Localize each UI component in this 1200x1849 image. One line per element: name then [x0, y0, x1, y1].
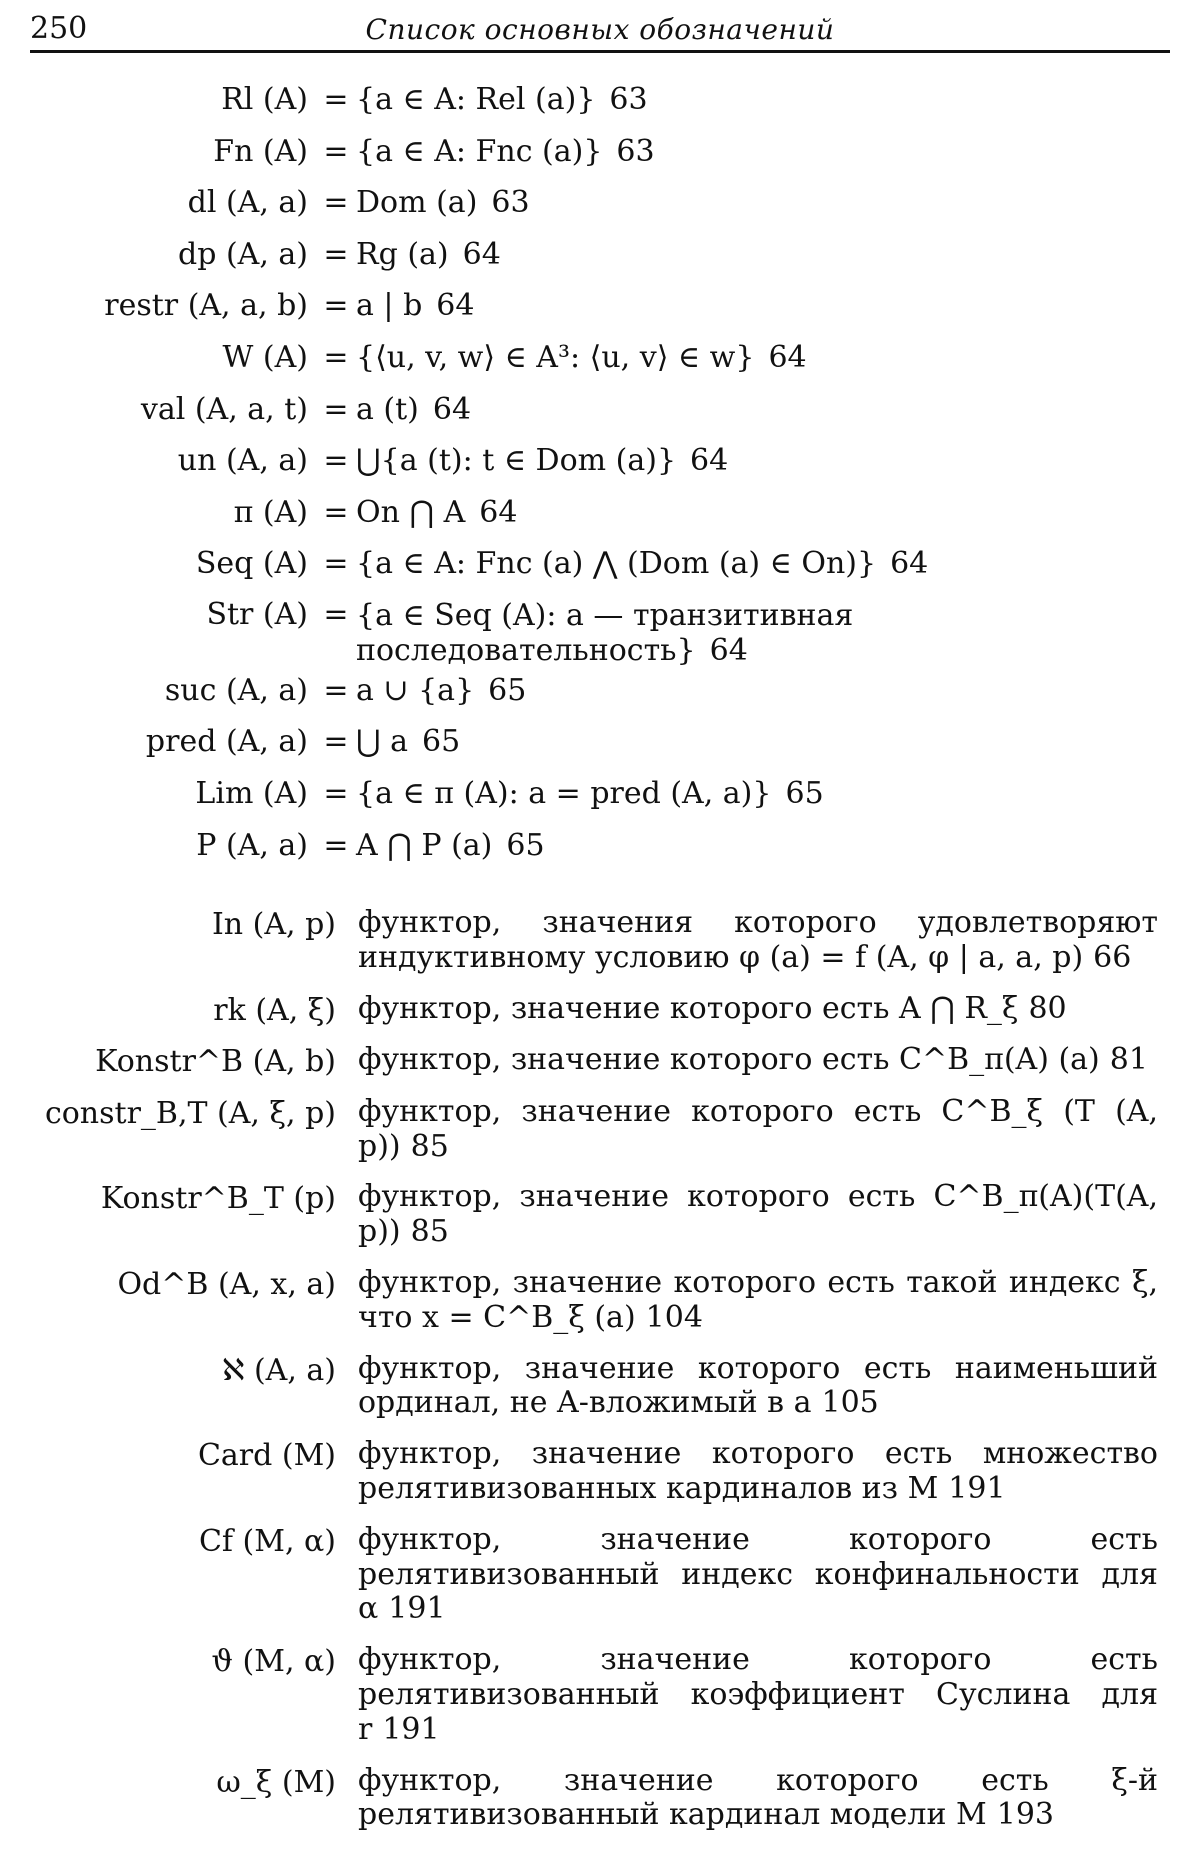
page-number: 250 — [30, 11, 88, 46]
definition-symbol: π (A) — [233, 494, 308, 530]
page-reference: 64 — [432, 391, 472, 427]
page-reference: 191 — [382, 1711, 440, 1747]
expression-text: a | b — [356, 288, 423, 324]
functor-row — [0, 992, 1200, 1028]
description-text: функтор, значение которого есть наименьший ординал, не A-вложимый в a — [358, 1350, 1158, 1421]
definition-row — [0, 82, 1200, 134]
definition-row — [0, 598, 1200, 669]
equals-sign: = — [323, 546, 349, 582]
functor-row — [0, 1643, 1200, 1747]
page-reference: 63 — [609, 82, 648, 117]
definition-row — [0, 288, 1200, 340]
equals-sign: = — [323, 339, 349, 375]
definition-expression — [356, 724, 1176, 759]
definition-symbol: dl (A, a) — [187, 185, 308, 221]
equals-sign: = — [323, 775, 349, 811]
expression-text: ⋃{a (t): t ∈ Dom (a)} — [356, 443, 677, 479]
expression-text: A ⋂ P (a) — [356, 827, 493, 863]
page-reference: 63 — [616, 133, 655, 169]
definition-row — [0, 776, 1200, 828]
definition-expression — [356, 392, 1176, 427]
definition-expression — [356, 546, 1176, 581]
page-reference: 64 — [479, 494, 518, 530]
definition-symbol: Fn (A) — [213, 133, 308, 169]
equals-sign: = — [323, 185, 349, 221]
definition-row — [0, 828, 1200, 880]
definition-symbol: pred (A, a) — [145, 724, 308, 760]
definition-expression — [356, 82, 1176, 117]
functor-symbol: Od^B (A, x, a) — [117, 1266, 336, 1302]
expression-text: On ⋂ A — [356, 494, 466, 530]
functor-symbol: Konstr^B (A, b) — [95, 1044, 336, 1080]
definition-row — [0, 340, 1200, 392]
definition-expression — [356, 443, 1176, 478]
equals-sign: = — [323, 133, 349, 169]
page-reference: 65 — [785, 775, 824, 811]
definition-symbol: Rl (A) — [221, 82, 308, 117]
expression-text: {a ∈ A: Fnc (a)} — [356, 133, 603, 169]
expression-text: {⟨u, v, w⟩ ∈ A³: ⟨u, v⟩ ∈ w} — [356, 339, 755, 375]
equals-sign: = — [323, 827, 349, 863]
definition-row — [0, 495, 1200, 547]
functor-symbol: rk (A, ξ) — [213, 992, 336, 1028]
functor-symbol: constr_B,T (A, ξ, p) — [44, 1095, 336, 1131]
functor-row — [0, 1095, 1200, 1165]
page-reference: 64 — [436, 288, 475, 324]
page-reference: 64 — [462, 236, 501, 272]
expression-text: Rg (a) — [356, 236, 449, 272]
functor-symbol: ϑ (M, α) — [211, 1644, 336, 1680]
description-text: функтор, значения которого удовлетворяют индуктивному условию φ (a) = f (A, φ | a, a, p) — [358, 905, 1158, 975]
functor-description — [358, 906, 1158, 976]
expression-text: a (t) — [356, 391, 419, 427]
definition-expression — [356, 828, 1176, 863]
definition-symbol: P (A, a) — [196, 827, 308, 863]
equals-sign: = — [323, 443, 349, 479]
definition-symbol: restr (A, a, b) — [104, 288, 308, 324]
description-text: функтор, значение которого есть такой индекс ξ, что x = C^B_ξ (a) — [358, 1264, 1158, 1335]
description-text: функтор, значение которого есть релятивизованный индекс конфинальности для α — [358, 1521, 1158, 1627]
definition-expression — [356, 598, 1176, 669]
equals-sign: = — [323, 724, 349, 760]
equals-sign: = — [323, 288, 349, 324]
description-text: функтор, значение которого есть C^B_π(A) (a) — [358, 1042, 1100, 1078]
definition-expression — [356, 237, 1176, 272]
functor-description — [358, 1643, 1158, 1747]
definition-symbol: un (A, a) — [177, 443, 308, 479]
functor-description — [358, 1437, 1158, 1507]
expression-text: {a ∈ A: Rel (a)} — [356, 82, 596, 117]
functor-symbol: ω_ξ (M) — [216, 1764, 336, 1800]
functor-symbol: In (A, p) — [211, 907, 336, 942]
definition-list — [0, 82, 1200, 879]
functor-description — [358, 1523, 1158, 1627]
definition-symbol: suc (A, a) — [164, 672, 308, 708]
functor-row — [0, 1764, 1200, 1834]
page-reference: 66 — [1093, 939, 1132, 975]
definition-row — [0, 392, 1200, 444]
description-text: функтор, значение которого есть C^B_π(A)(T(A, p)) — [358, 1179, 1158, 1250]
equals-sign: = — [323, 494, 349, 530]
functor-description — [358, 992, 1158, 1027]
definition-symbol: Str (A) — [206, 596, 308, 632]
page-reference: 63 — [491, 185, 530, 221]
equals-sign: = — [323, 596, 349, 632]
page-reference: 80 — [1028, 990, 1067, 1026]
page-reference: 191 — [388, 1591, 446, 1627]
definition-symbol: W (A) — [222, 339, 308, 375]
page-reference: 193 — [996, 1797, 1054, 1833]
functor-description — [358, 1180, 1158, 1250]
functor-row — [0, 1352, 1200, 1422]
definition-row — [0, 185, 1200, 237]
definition-row — [0, 134, 1200, 186]
definition-row — [0, 443, 1200, 495]
equals-sign: = — [323, 236, 349, 272]
definition-row — [0, 673, 1200, 725]
description-text: функтор, значение которого есть C^B_ξ (T (A, p)) — [358, 1093, 1158, 1164]
description-text: функтор, значение которого есть A ⋂ R_ξ — [358, 990, 1019, 1026]
page-reference: 64 — [890, 546, 929, 582]
expression-text: ⋃ a — [356, 724, 409, 760]
functor-description — [358, 1043, 1158, 1078]
definition-symbol: val (A, a, t) — [140, 391, 308, 427]
description-text: функтор, значение которого есть ξ-й релятивизованный кардинал модели M — [358, 1762, 1158, 1833]
page-reference: 64 — [709, 633, 748, 669]
functor-symbol: ℵ (A, a) — [222, 1352, 336, 1388]
functor-row — [0, 1523, 1200, 1627]
definition-symbol: Lim (A) — [195, 775, 308, 811]
page-reference: 65 — [422, 724, 461, 760]
page-reference: 191 — [948, 1470, 1006, 1506]
functor-row — [0, 1266, 1200, 1336]
functor-symbol: Konstr^B_T (p) — [100, 1181, 336, 1217]
functor-description — [358, 1352, 1158, 1422]
functor-symbol: Cf (M, α) — [198, 1523, 336, 1559]
expression-text: Dom (a) — [356, 185, 478, 221]
functor-row — [0, 906, 1200, 976]
equals-sign: = — [323, 391, 349, 427]
page-reference: 65 — [506, 827, 545, 863]
description-text: функтор, значение которого есть релятивизованный коэффициент Суслина для r — [358, 1642, 1158, 1747]
description-text: функтор, значение которого есть множество релятивизованных кардиналов из M — [358, 1436, 1158, 1506]
running-title: Список основных обозначений — [365, 13, 835, 46]
definition-row — [0, 237, 1200, 289]
functor-list — [0, 906, 1200, 1849]
page-header — [30, 8, 1170, 53]
equals-sign: = — [323, 672, 349, 708]
expression-text: {a ∈ A: Fnc (a) ⋀ (Dom (a) ∈ On)} — [356, 546, 877, 582]
definition-symbol: Seq (A) — [195, 546, 308, 582]
definition-expression — [356, 288, 1176, 323]
definition-row — [0, 546, 1200, 598]
page-reference: 81 — [1109, 1042, 1148, 1078]
functor-row — [0, 1043, 1200, 1079]
page-reference: 65 — [488, 672, 527, 708]
definition-expression — [356, 185, 1176, 220]
equals-sign: = — [323, 82, 349, 117]
functor-description — [358, 1266, 1158, 1336]
definition-expression — [356, 340, 1176, 375]
page-reference: 85 — [410, 1128, 449, 1164]
functor-description — [358, 1095, 1158, 1165]
definition-expression — [356, 673, 1176, 708]
functor-symbol: Card (M) — [197, 1438, 336, 1474]
expression-text: a ∪ {a} — [356, 672, 475, 708]
expression-text: {a ∈ Seq (A): a — транзитивная последовательность} — [356, 597, 854, 669]
functor-row — [0, 1437, 1200, 1507]
page-reference: 105 — [821, 1385, 879, 1421]
expression-text: {a ∈ π (A): a = pred (A, a)} — [356, 775, 772, 811]
functor-row — [0, 1180, 1200, 1250]
functor-description — [358, 1764, 1158, 1834]
definition-expression — [356, 776, 1176, 811]
page-reference: 104 — [645, 1299, 703, 1335]
definition-symbol: dp (A, a) — [178, 236, 308, 272]
page-reference: 64 — [690, 443, 729, 479]
page-reference: 85 — [410, 1214, 449, 1250]
definition-expression — [356, 134, 1176, 169]
definition-row — [0, 724, 1200, 776]
page-reference: 64 — [768, 339, 807, 375]
definition-expression — [356, 495, 1176, 530]
